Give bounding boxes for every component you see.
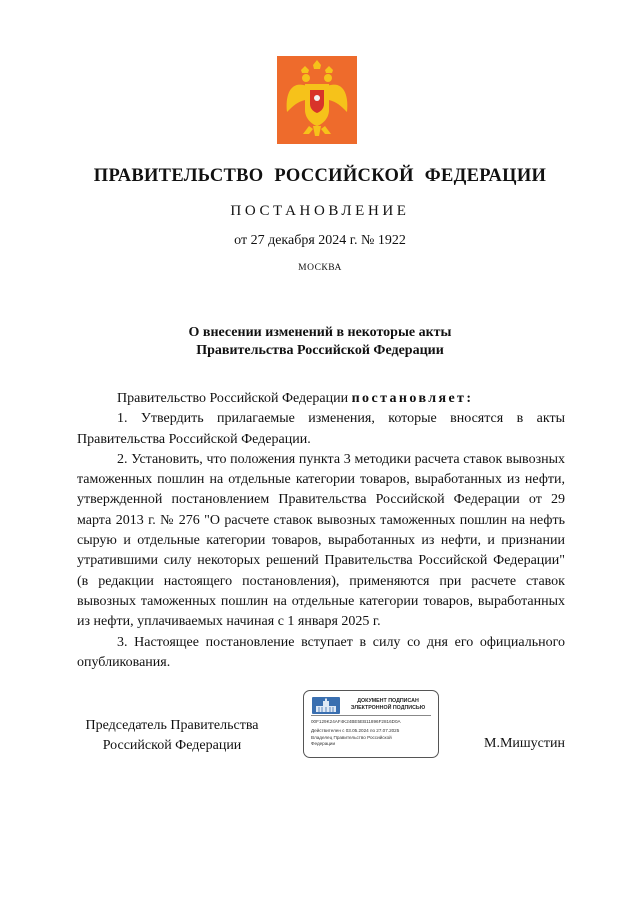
paragraph-1: 1. Утвердить прилагаемые изменения, которые вносятся в акты Правительства Российской Федерации. (77, 411, 565, 447)
signatory-name: М.Мишустин (484, 736, 565, 751)
stamp-owner-line-2: Федерации (311, 741, 336, 746)
intro-paragraph (77, 389, 565, 409)
stamp-owner-line-1: Владелец Правительство Российской (311, 735, 392, 740)
paragraph-2: 2. Установить, что положения пункта 3 методики расчета ставок вывозных таможенных пошлин на отдельные категории товаров, выработанных из нефти, утвержденной постановлением Правительства Российской Федерации от 29 марта 2013 г. № 276 "О расчете ставок вывозных таможенных пошлин на нефть сырую и отдельные категории товаров, выработанных из нефти, и признании утратившими силу некоторых решений Правительства Российской Федерации" (в редакции настоящего постановления), применяются при расчете ставок вывозных таможенных пошлин на отдельные категории товаров, выработанных из нефти, уплачиваемых начиная с 1 января 2025 г. (77, 451, 565, 630)
document-body (77, 389, 565, 673)
coat-of-arms-emblem (277, 56, 357, 144)
subject-line-2: Правительства Российской Федерации (196, 343, 444, 358)
document-date-number: от 27 декабря 2024 г. № 1922 (234, 233, 406, 248)
stamp-title-line-1: ДОКУМЕНТ ПОДПИСАН (357, 698, 419, 704)
stamp-divider (311, 715, 431, 716)
document-subject (0, 324, 640, 360)
signatory-position (77, 716, 267, 756)
decree-keyword: постановляет: (351, 391, 474, 406)
electronic-signature-stamp (303, 690, 439, 758)
city: МОСКВА (298, 263, 342, 273)
stamp-title (342, 698, 434, 712)
stamp-validity: Действителен с 03.05.2024 по 27.07.2025 (311, 728, 400, 733)
intro-text: Правительство Российской Федерации (117, 391, 352, 406)
position-line-2: Российской Федерации (102, 738, 242, 753)
subject-line-1: О внесении изменений в некоторые акты (188, 325, 452, 340)
stamp-title-line-2: ЭЛЕКТРОННОЙ ПОДПИСЬЮ (350, 705, 426, 711)
paragraph-3: 3. Настоящее постановление вступает в силу со дня его официального опубликования. (77, 634, 565, 670)
government-building-icon (312, 697, 340, 714)
government-title: ПРАВИТЕЛЬСТВО РОССИЙСКОЙ ФЕДЕРАЦИИ (93, 166, 547, 186)
document-type: ПОСТАНОВЛЕНИЕ (230, 203, 410, 219)
position-line-1: Председатель Правительства (85, 718, 259, 733)
stamp-certificate-serial: 00F129K24AF4K24BE5EB11896F2816D0A (311, 719, 401, 724)
